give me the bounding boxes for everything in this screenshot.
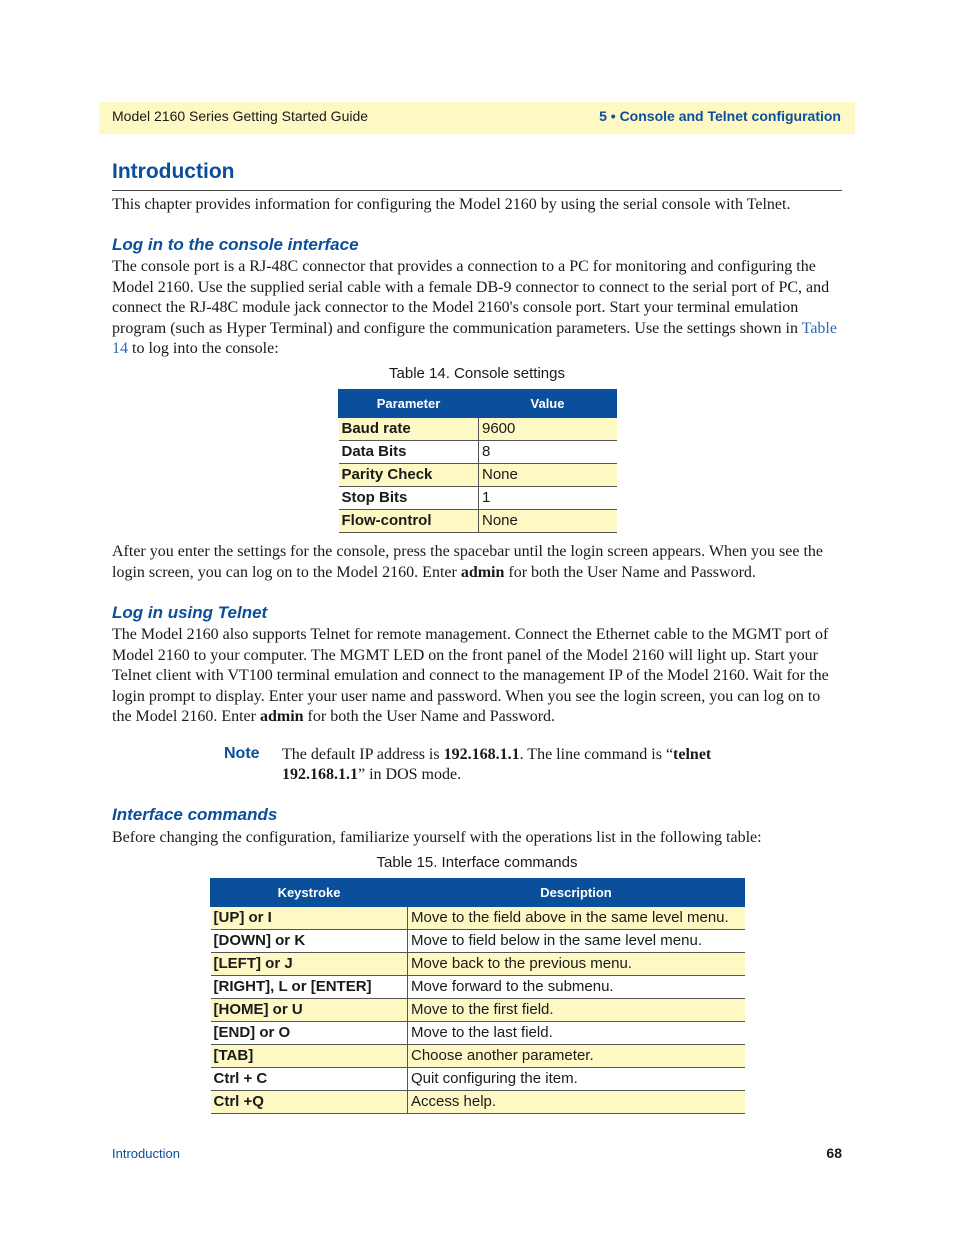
table-row: Baud rate 9600 bbox=[339, 418, 617, 441]
console-paragraph: The console port is a RJ-48C connector that provides a connection to a PC for monitoring and configuring the Model 2160. Use the supplied serial cable with a female DB-9 connector to connect to the serial port of PC, and connect the RJ-48C module jack connector to the Model 2160's console port. Start your terminal emulation program (such as Hyper Terminal) and configure the communication parameters. Use the settings shown in Table 14 to log into the console: bbox=[112, 258, 837, 357]
table-15-caption: Table 15. Interface commands bbox=[376, 854, 578, 871]
table-row: Ctrl +Q Access help. bbox=[211, 1091, 745, 1114]
page-title: Introduction bbox=[112, 160, 235, 183]
table-row: Stop Bits 1 bbox=[339, 487, 617, 510]
table-header-value: Value bbox=[479, 390, 617, 418]
table-row: Data Bits 8 bbox=[339, 441, 617, 464]
table-header-parameter: Parameter bbox=[339, 390, 479, 418]
running-header bbox=[99, 102, 855, 134]
table-row: [HOME] or U Move to the first field. bbox=[211, 999, 745, 1022]
section-heading-telnet: Log in using Telnet bbox=[112, 603, 268, 622]
table-row: [RIGHT], L or [ENTER] Move forward to the submenu. bbox=[211, 976, 745, 999]
interface-commands-table bbox=[210, 878, 745, 1114]
table-row: [TAB] Choose another parameter. bbox=[211, 1045, 745, 1068]
note-text: The default IP address is 192.168.1.1. The line command is “telnet 192.168.1.1” in DOS mode. bbox=[282, 746, 712, 783]
after-console-paragraph: After you enter the settings for the console, press the spacebar until the login screen appears. When you see the login screen, you can log on to the Model 2160. Enter admin for both the User Name and Password. bbox=[112, 543, 824, 581]
footer-section-name: Introduction bbox=[112, 1146, 180, 1161]
telnet-paragraph: The Model 2160 also supports Telnet for remote management. Connect the Ethernet cable to the MGMT port of Model 2160 to your computer. The MGMT LED on the front panel of the Model 2160 will light up. Start your Telnet client with VT100 terminal emulation and connect to the management IP of the Model 2160. Wait for the login prompt to display. Enter your user name and password. When you see the login screen, you can log on to the Model 2160. Enter admin for both the User Name and Password. bbox=[112, 626, 829, 725]
commands-paragraph: Before changing the configuration, familiarize yourself with the operations list in the following table: bbox=[112, 829, 762, 846]
section-heading-commands: Interface commands bbox=[112, 805, 278, 824]
table-14-link[interactable]: Table 14 bbox=[112, 319, 837, 357]
header-guide-title: Model 2160 Series Getting Started Guide bbox=[112, 108, 369, 124]
table-row: [LEFT] or J Move back to the previous menu. bbox=[211, 953, 745, 976]
table-row: Ctrl + C Quit configuring the item. bbox=[211, 1068, 745, 1091]
table-header-keystroke: Keystroke bbox=[211, 879, 408, 907]
table-row: [DOWN] or K Move to field below in the same level menu. bbox=[211, 930, 745, 953]
table-row: Parity Check None bbox=[339, 464, 617, 487]
table-row: Flow-control None bbox=[339, 510, 617, 533]
page-number: 68 bbox=[826, 1145, 842, 1161]
note-label: Note bbox=[224, 745, 260, 762]
section-heading-console: Log in to the console interface bbox=[112, 235, 359, 254]
table-row: [END] or O Move to the last field. bbox=[211, 1022, 745, 1045]
intro-paragraph: This chapter provides information for configuring the Model 2160 by using the serial console with Telnet. bbox=[112, 196, 791, 213]
table-14-caption: Table 14. Console settings bbox=[389, 365, 565, 382]
header-chapter-title: 5 • Console and Telnet configuration bbox=[599, 108, 841, 124]
table-header-description: Description bbox=[408, 879, 745, 907]
console-settings-table bbox=[338, 389, 617, 533]
title-divider bbox=[112, 190, 842, 191]
table-row: [UP] or I Move to the field above in the same level menu. bbox=[211, 907, 745, 930]
